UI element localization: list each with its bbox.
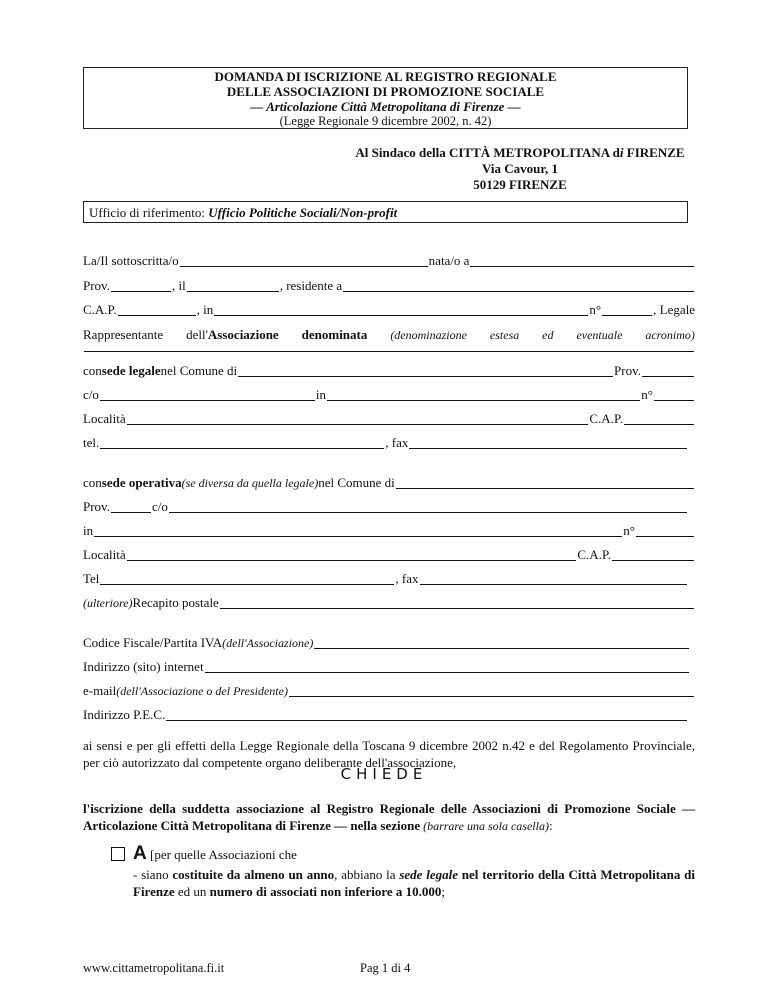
label-email-note: (dell'Associazione o del Presidente) (116, 684, 288, 698)
row-operative-locality (83, 545, 695, 563)
label-sede-operativa: sede operativa (101, 475, 182, 490)
label-tel: Tel (83, 571, 100, 586)
label-association-note: (dell'Associazione) (222, 636, 314, 650)
row-legal-locality (83, 409, 695, 427)
field-operative-tel[interactable] (100, 572, 394, 585)
field-birth-prov[interactable] (111, 279, 171, 292)
label-in: , in (196, 302, 214, 317)
label-number: n° (589, 302, 602, 317)
field-legal-comune[interactable] (238, 364, 613, 377)
label-tel: tel. (83, 435, 100, 450)
label-fax: , fax (385, 435, 409, 450)
section-a-letter: A (133, 843, 147, 864)
label-birthplace: nata/o a (428, 253, 470, 268)
field-operative-cap[interactable] (612, 548, 694, 561)
word-denominata: denominata (301, 327, 368, 342)
field-birthdate[interactable] (187, 279, 279, 292)
row-tax-code (83, 633, 690, 651)
label-residence: , residente a (279, 278, 343, 293)
label-con: con (83, 475, 102, 490)
row-birth (83, 276, 695, 294)
field-tax-code[interactable] (314, 636, 689, 649)
section-a-intro: [per quelle Associazioni che (146, 847, 297, 862)
field-operative-street[interactable] (94, 524, 622, 537)
recipient-line-3: 50129 FIRENZE (473, 177, 567, 192)
row-operative-seat (83, 473, 695, 491)
word-denominazione: (denominazione (390, 328, 467, 342)
label-prov: Prov. (614, 363, 641, 378)
label-pec: Indirizzo P.E.C. (83, 707, 166, 722)
request-text: l'iscrizione della suddetta associazione al Registro Regionale delle Associazioni di Promozione Sociale — Articolazione Città Metropolitana di Firenze — nella sezione (83, 801, 695, 833)
section-a-description: - siano costituite da almeno un anno, abbiano la sede legale nel territorio della Città Metropolitana di Firenze ed un numero di associati non inferiore a 10.000; (133, 867, 695, 899)
label-fax: , fax (395, 571, 419, 586)
label-signatory: La/Il sottoscritta/o (83, 253, 179, 268)
field-legal-locality[interactable] (127, 412, 589, 425)
field-operative-locality[interactable] (127, 548, 577, 561)
field-association-name[interactable] (84, 339, 694, 352)
title-line-3: — Articolazione Città Metropolitana di Firenze — (250, 99, 521, 114)
chiede-heading: CHIEDE (340, 765, 428, 783)
word-eventuale: eventuale (576, 328, 623, 342)
row-operative-prov (83, 497, 688, 515)
field-cap[interactable] (118, 303, 196, 316)
label-localita: Località (83, 411, 126, 426)
label-sede-legale: sede legale (101, 363, 161, 378)
word-ed: ed (542, 328, 554, 342)
field-pec[interactable] (166, 708, 687, 721)
row-legal-co (83, 385, 695, 403)
row-operative-phone (83, 569, 688, 587)
label-in: in (315, 387, 327, 402)
label-operative-note: (se diversa da quella legale) (181, 476, 319, 490)
request-note: (barrare una sola casella) (420, 819, 549, 833)
footer-page-number: Pag 1 di 4 (360, 961, 411, 975)
row-association-name (83, 336, 695, 354)
footer-website: www.cittametropolitana.fi.it (83, 961, 225, 975)
label-cap: C.A.P. (83, 302, 117, 317)
label-comune: nel Comune di (160, 363, 238, 378)
label-in: in (83, 523, 94, 538)
recipient-line-1: Al Sindaco della CITTÀ METROPOLITANA di FIRENZE (355, 145, 685, 160)
label-website: Indirizzo (sito) internet (83, 659, 204, 674)
label-prov: Prov. (83, 278, 110, 293)
label-cap: C.A.P. (589, 411, 623, 426)
row-legal-phone (83, 433, 688, 451)
row-legal-seat (83, 361, 695, 379)
field-street-number[interactable] (602, 303, 652, 316)
field-website[interactable] (205, 660, 689, 673)
label-codice-fiscale: Codice Fiscale/Partita IVA (83, 635, 223, 650)
section-a-checkbox[interactable] (111, 847, 125, 861)
field-legal-prov[interactable] (642, 364, 694, 377)
field-legal-number[interactable] (654, 388, 694, 401)
row-pec (83, 705, 688, 723)
field-operative-co[interactable] (169, 500, 687, 513)
field-legal-tel[interactable] (100, 436, 384, 449)
field-operative-prov[interactable] (111, 500, 151, 513)
label-recapito: Recapito postale (132, 595, 219, 610)
word-estesa: estesa (489, 328, 520, 342)
label-number: n° (623, 523, 635, 538)
field-street[interactable] (214, 303, 588, 316)
field-residence[interactable] (343, 279, 694, 292)
title-line-1: DOMANDA DI ISCRIZIONE AL REGISTRO REGIONALE (214, 69, 557, 84)
label-localita: Località (83, 547, 126, 562)
label-ulteriore: (ulteriore) (83, 596, 133, 610)
field-signatory-name[interactable] (180, 254, 428, 267)
label-prov: Prov. (83, 499, 110, 514)
legal-basis-paragraph: ai sensi e per gli effetti della Legge Regionale della Toscana 9 dicembre 2002 n.42 e del Regolamento Provinciale, per ciò autorizzato dal competente organo deliberante dell'associazione, (83, 738, 695, 770)
row-website (83, 657, 690, 675)
field-legal-street[interactable] (327, 388, 640, 401)
request-paragraph (83, 800, 695, 835)
field-legal-cap[interactable] (624, 412, 694, 425)
label-comune: nel Comune di (318, 475, 395, 490)
field-legal-fax[interactable] (409, 436, 687, 449)
label-legale: , Legale (653, 302, 695, 317)
label-con: con (83, 363, 102, 378)
word-rappresentante: Rappresentante (83, 327, 164, 342)
row-email (83, 681, 695, 699)
field-postal-address[interactable] (220, 596, 694, 609)
office-label: Ufficio di riferimento: (89, 205, 209, 220)
row-signatory (83, 251, 695, 269)
word-associazione: dell'Associazione (186, 327, 279, 342)
row-operative-street (83, 521, 695, 539)
title-box (83, 67, 688, 129)
title-law-reference: (Legge Regionale 9 dicembre 2002, n. 42) (279, 114, 492, 128)
field-email[interactable] (289, 684, 694, 697)
label-co: c/o (83, 387, 99, 402)
section-a-heading (133, 843, 297, 865)
office-box (83, 201, 688, 223)
label-cap: C.A.P. (577, 547, 611, 562)
title-line-2: DELLE ASSOCIAZIONI DI PROMOZIONE SOCIALE (226, 84, 545, 99)
row-postal (83, 593, 695, 611)
label-co: c/o (151, 499, 168, 514)
recipient-line-2: Via Cavour, 1 (482, 161, 558, 176)
field-operative-fax[interactable] (420, 572, 687, 585)
label-birthdate: , il (171, 278, 186, 293)
field-operative-number[interactable] (636, 524, 694, 537)
field-birthplace[interactable] (470, 254, 694, 267)
field-legal-co[interactable] (100, 388, 315, 401)
office-value: Ufficio Politiche Sociali/Non-profit (208, 205, 398, 220)
recipient-address (330, 145, 710, 193)
field-operative-comune[interactable] (396, 476, 694, 489)
row-cap (83, 300, 695, 318)
request-end: : (548, 818, 553, 833)
label-number: n° (641, 387, 653, 402)
word-acronimo: acronimo) (645, 328, 695, 342)
label-email: e-mail (83, 683, 117, 698)
